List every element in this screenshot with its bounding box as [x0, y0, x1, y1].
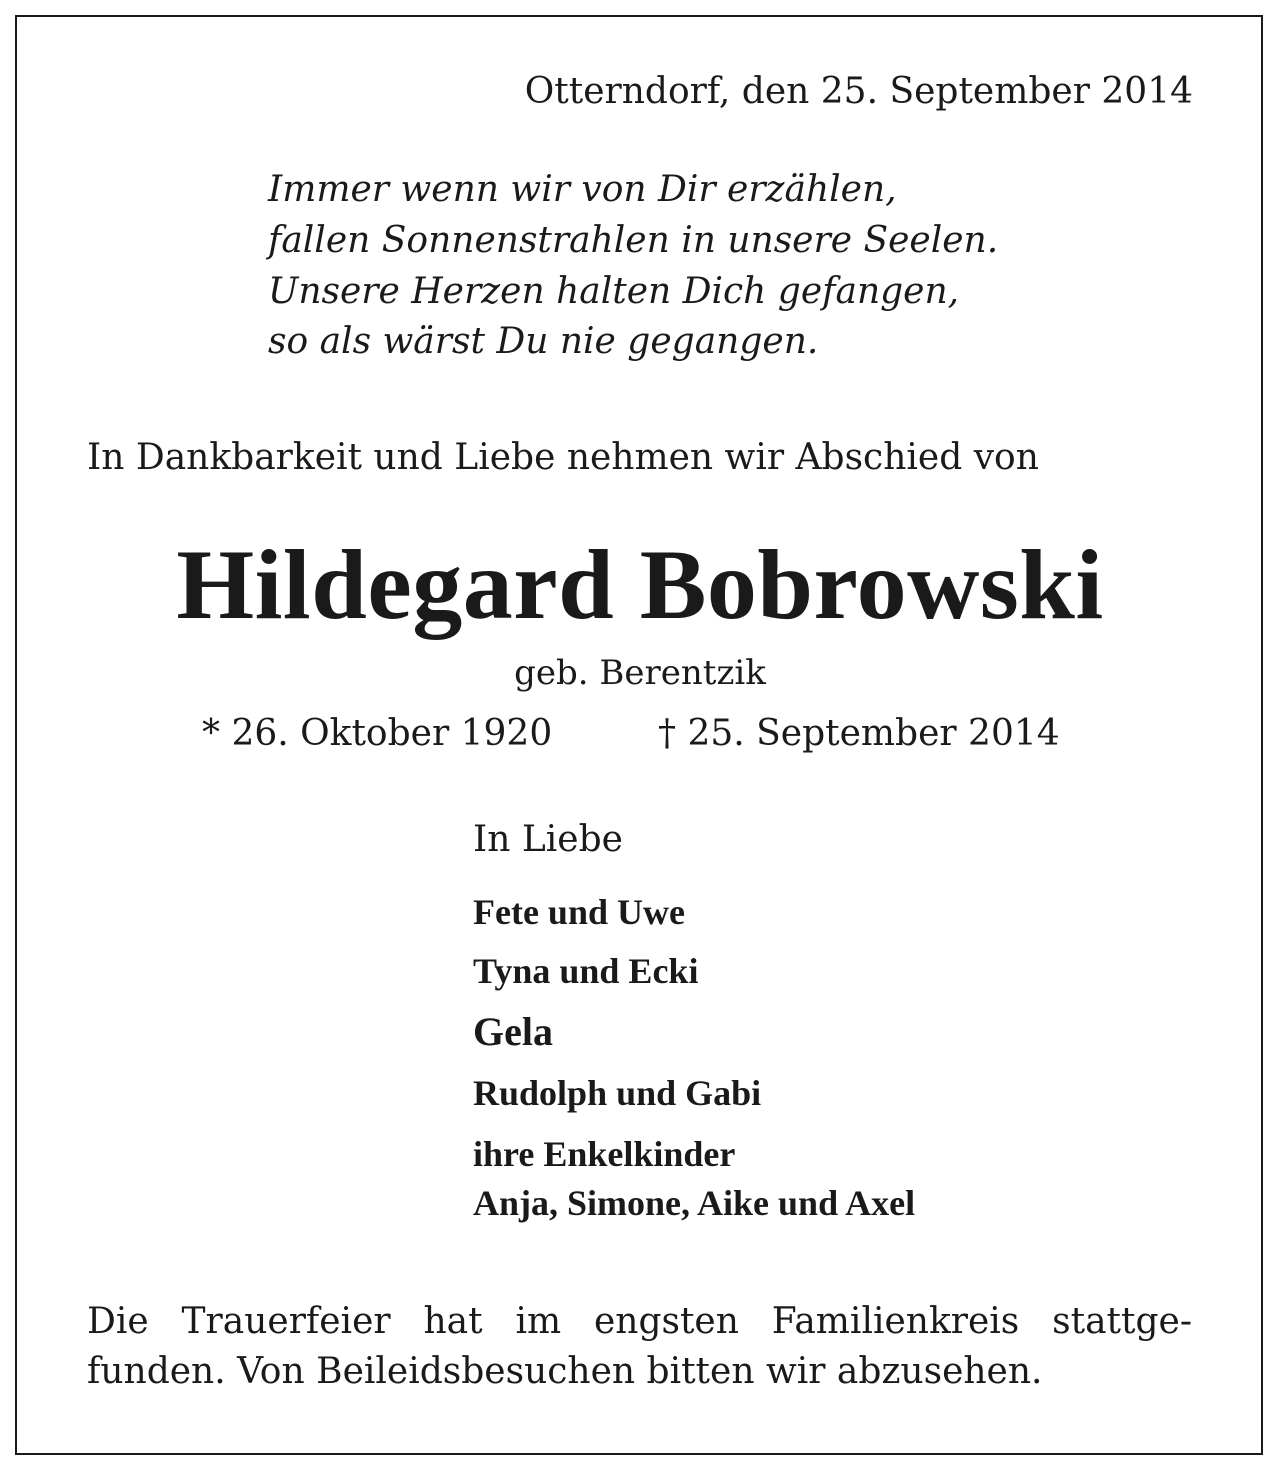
- mourner-line: Tyna und Ecki: [473, 951, 699, 991]
- mourner-line: Gela: [473, 1009, 553, 1054]
- birth-date: * 26. Oktober 1920: [202, 713, 553, 754]
- mourner-line: Fete und Uwe: [473, 892, 685, 932]
- intro-text: In Dankbarkeit und Liebe nehmen wir Abschied von: [87, 437, 1039, 478]
- notice-line: Die Trauerfeier hat im engsten Familienkreis stattge-: [87, 1301, 1192, 1342]
- poem-line: Immer wenn wir von Dir erzählen,: [268, 169, 897, 210]
- mourners-lead: In Liebe: [473, 819, 623, 860]
- poem-line: Unsere Herzen halten Dich gefangen,: [268, 271, 960, 312]
- poem-line: fallen Sonnenstrahlen in unsere Seelen.: [268, 220, 999, 261]
- death-date: † 25. September 2014: [658, 713, 1060, 754]
- mourner-line: Rudolph und Gabi: [473, 1073, 762, 1113]
- mourner-line: ihre Enkelkinder: [473, 1134, 736, 1174]
- deceased-name: Hildegard Bobrowski: [176, 529, 1104, 640]
- poem-line: so als wärst Du nie gegangen.: [268, 321, 819, 362]
- notice-line: funden. Von Beileidsbesuchen bitten wir abzusehen.: [87, 1351, 1043, 1392]
- birth-name: geb. Berentzik: [514, 653, 766, 693]
- mourner-line: Anja, Simone, Aike und Axel: [473, 1183, 916, 1223]
- place-date: Otterndorf, den 25. September 2014: [524, 71, 1193, 112]
